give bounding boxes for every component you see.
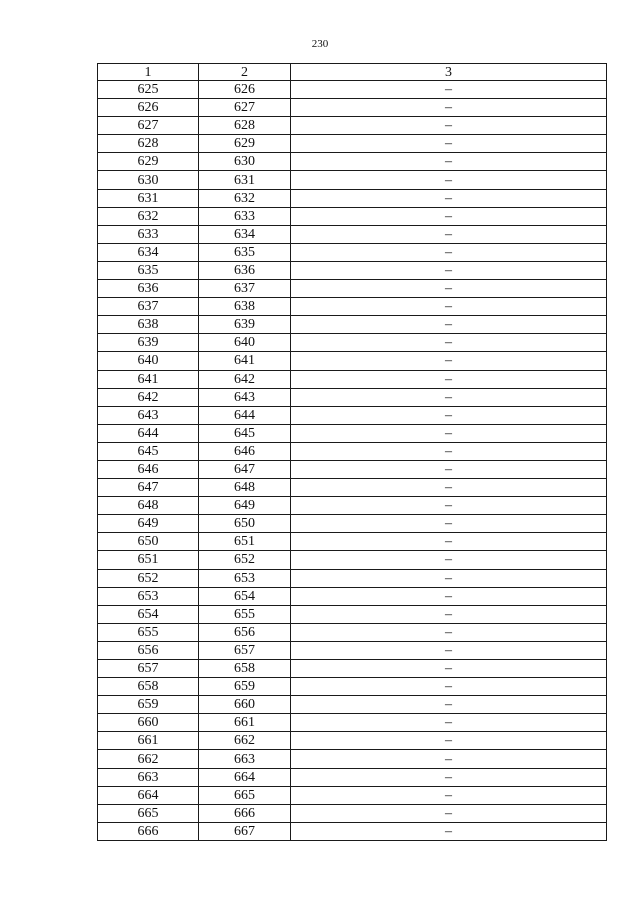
table-cell-col-3: – xyxy=(291,623,607,641)
table-cell-col-1: 634 xyxy=(98,243,199,261)
table-cell-col-3: – xyxy=(291,135,607,153)
table-cell-col-1: 639 xyxy=(98,334,199,352)
table-cell-col-2: 643 xyxy=(199,388,291,406)
table-cell-col-2: 637 xyxy=(199,280,291,298)
table-cell-col-2: 663 xyxy=(199,750,291,768)
table-cell-col-1: 653 xyxy=(98,587,199,605)
table-cell-col-1: 647 xyxy=(98,479,199,497)
table-cell-col-3: – xyxy=(291,243,607,261)
table-cell-col-3: – xyxy=(291,804,607,822)
table-row xyxy=(98,117,607,135)
table-cell-col-3: – xyxy=(291,822,607,840)
table-cell-col-3: – xyxy=(291,641,607,659)
table-cell-col-3: – xyxy=(291,225,607,243)
table-cell-col-2: 633 xyxy=(199,207,291,225)
table-cell-col-3: – xyxy=(291,298,607,316)
table-row xyxy=(98,424,607,442)
table-cell-col-1: 625 xyxy=(98,81,199,99)
table-cell-col-3: – xyxy=(291,280,607,298)
table-row xyxy=(98,261,607,279)
table-cell-col-2: 629 xyxy=(199,135,291,153)
table-row xyxy=(98,605,607,623)
table-cell-col-3: – xyxy=(291,261,607,279)
table-row xyxy=(98,515,607,533)
table-row xyxy=(98,189,607,207)
table-cell-col-1: 638 xyxy=(98,316,199,334)
table-cell-col-2: 628 xyxy=(199,117,291,135)
table-cell-col-3: – xyxy=(291,786,607,804)
table-row xyxy=(98,388,607,406)
table-row xyxy=(98,352,607,370)
table-cell-col-2: 631 xyxy=(199,171,291,189)
table-row xyxy=(98,660,607,678)
table-row xyxy=(98,641,607,659)
table-cell-col-1: 662 xyxy=(98,750,199,768)
column-header-3: 3 xyxy=(291,64,607,81)
table-row xyxy=(98,316,607,334)
table-cell-col-1: 641 xyxy=(98,370,199,388)
table-cell-col-1: 637 xyxy=(98,298,199,316)
table-cell-col-3: – xyxy=(291,388,607,406)
table-cell-col-3: – xyxy=(291,117,607,135)
table-row xyxy=(98,334,607,352)
table-cell-col-1: 664 xyxy=(98,786,199,804)
table-cell-col-2: 644 xyxy=(199,406,291,424)
table-cell-col-3: – xyxy=(291,678,607,696)
table-cell-col-2: 634 xyxy=(199,225,291,243)
table-cell-col-2: 661 xyxy=(199,714,291,732)
table-cell-col-1: 656 xyxy=(98,641,199,659)
table-cell-col-1: 650 xyxy=(98,533,199,551)
table-cell-col-1: 626 xyxy=(98,99,199,117)
table-cell-col-3: – xyxy=(291,406,607,424)
table-cell-col-1: 627 xyxy=(98,117,199,135)
table-row xyxy=(98,714,607,732)
table-cell-col-3: – xyxy=(291,479,607,497)
table-cell-col-2: 655 xyxy=(199,605,291,623)
table-cell-col-2: 649 xyxy=(199,497,291,515)
table-cell-col-1: 661 xyxy=(98,732,199,750)
table-cell-col-1: 628 xyxy=(98,135,199,153)
header-row xyxy=(98,64,607,81)
table-cell-col-2: 664 xyxy=(199,768,291,786)
table-cell-col-1: 644 xyxy=(98,424,199,442)
table-cell-col-1: 630 xyxy=(98,171,199,189)
table-cell-col-3: – xyxy=(291,587,607,605)
table-cell-col-1: 636 xyxy=(98,280,199,298)
table-cell-col-3: – xyxy=(291,768,607,786)
table-row xyxy=(98,786,607,804)
table-cell-col-2: 665 xyxy=(199,786,291,804)
table-cell-col-2: 645 xyxy=(199,424,291,442)
table-cell-col-3: – xyxy=(291,316,607,334)
table-cell-col-2: 648 xyxy=(199,479,291,497)
table-cell-col-3: – xyxy=(291,207,607,225)
table-cell-col-2: 657 xyxy=(199,641,291,659)
table-row xyxy=(98,99,607,117)
table-body xyxy=(98,81,607,841)
table-row xyxy=(98,569,607,587)
table-cell-col-1: 658 xyxy=(98,678,199,696)
table-cell-col-3: – xyxy=(291,551,607,569)
table-cell-col-2: 646 xyxy=(199,442,291,460)
table-cell-col-3: – xyxy=(291,189,607,207)
table-row xyxy=(98,479,607,497)
table-cell-col-1: 663 xyxy=(98,768,199,786)
table-row xyxy=(98,551,607,569)
table-cell-col-1: 629 xyxy=(98,153,199,171)
table-cell-col-3: – xyxy=(291,171,607,189)
table-cell-col-2: 658 xyxy=(199,660,291,678)
table-cell-col-1: 635 xyxy=(98,261,199,279)
table-row xyxy=(98,370,607,388)
table-cell-col-2: 632 xyxy=(199,189,291,207)
table-cell-col-3: – xyxy=(291,569,607,587)
table-cell-col-1: 665 xyxy=(98,804,199,822)
table-header xyxy=(98,64,607,81)
table-cell-col-1: 655 xyxy=(98,623,199,641)
table-cell-col-3: – xyxy=(291,153,607,171)
table-cell-col-2: 662 xyxy=(199,732,291,750)
page-number: 230 xyxy=(311,38,329,50)
table-cell-col-3: – xyxy=(291,750,607,768)
table-cell-col-3: – xyxy=(291,81,607,99)
table-row xyxy=(98,822,607,840)
table-cell-col-1: 652 xyxy=(98,569,199,587)
table-cell-col-2: 652 xyxy=(199,551,291,569)
table-cell-col-3: – xyxy=(291,714,607,732)
table-row xyxy=(98,207,607,225)
table-cell-col-1: 633 xyxy=(98,225,199,243)
table-row xyxy=(98,153,607,171)
table-row xyxy=(98,225,607,243)
table-cell-col-3: – xyxy=(291,442,607,460)
table-cell-col-2: 635 xyxy=(199,243,291,261)
table-row xyxy=(98,442,607,460)
table-cell-col-1: 651 xyxy=(98,551,199,569)
table-cell-col-1: 659 xyxy=(98,696,199,714)
table-cell-col-2: 639 xyxy=(199,316,291,334)
table-cell-col-1: 666 xyxy=(98,822,199,840)
table-cell-col-2: 641 xyxy=(199,352,291,370)
table-cell-col-2: 630 xyxy=(199,153,291,171)
table-cell-col-3: – xyxy=(291,424,607,442)
table-cell-col-1: 643 xyxy=(98,406,199,424)
table-cell-col-2: 650 xyxy=(199,515,291,533)
table-cell-col-3: – xyxy=(291,370,607,388)
table-cell-col-3: – xyxy=(291,660,607,678)
table-cell-col-2: 656 xyxy=(199,623,291,641)
table-cell-col-1: 642 xyxy=(98,388,199,406)
table-row xyxy=(98,623,607,641)
table-row xyxy=(98,768,607,786)
table-row xyxy=(98,587,607,605)
table-cell-col-2: 626 xyxy=(199,81,291,99)
table-cell-col-2: 667 xyxy=(199,822,291,840)
table-row xyxy=(98,280,607,298)
table-row xyxy=(98,804,607,822)
table-row xyxy=(98,678,607,696)
table-row xyxy=(98,533,607,551)
table-cell-col-2: 659 xyxy=(199,678,291,696)
table-row xyxy=(98,696,607,714)
table-cell-col-1: 649 xyxy=(98,515,199,533)
data-table xyxy=(97,63,607,841)
table-cell-col-2: 642 xyxy=(199,370,291,388)
table-cell-col-2: 660 xyxy=(199,696,291,714)
table-cell-col-3: – xyxy=(291,533,607,551)
table-cell-col-1: 660 xyxy=(98,714,199,732)
table-cell-col-3: – xyxy=(291,497,607,515)
table-cell-col-3: – xyxy=(291,99,607,117)
table-cell-col-1: 654 xyxy=(98,605,199,623)
table-cell-col-1: 631 xyxy=(98,189,199,207)
table-cell-col-2: 638 xyxy=(199,298,291,316)
table-cell-col-2: 647 xyxy=(199,460,291,478)
table-cell-col-3: – xyxy=(291,732,607,750)
table-cell-col-1: 648 xyxy=(98,497,199,515)
table-cell-col-3: – xyxy=(291,696,607,714)
table-row xyxy=(98,497,607,515)
table-cell-col-1: 640 xyxy=(98,352,199,370)
table-cell-col-2: 666 xyxy=(199,804,291,822)
table-row xyxy=(98,135,607,153)
table-cell-col-1: 645 xyxy=(98,442,199,460)
table-row xyxy=(98,750,607,768)
table-cell-col-1: 657 xyxy=(98,660,199,678)
table-cell-col-2: 654 xyxy=(199,587,291,605)
table-cell-col-3: – xyxy=(291,515,607,533)
table-cell-col-2: 627 xyxy=(199,99,291,117)
table-cell-col-1: 646 xyxy=(98,460,199,478)
column-header-2: 2 xyxy=(199,64,291,81)
table-row xyxy=(98,460,607,478)
table-row xyxy=(98,171,607,189)
table-cell-col-3: – xyxy=(291,334,607,352)
table-row xyxy=(98,243,607,261)
table-cell-col-1: 632 xyxy=(98,207,199,225)
table-cell-col-3: – xyxy=(291,460,607,478)
table-cell-col-2: 636 xyxy=(199,261,291,279)
table-cell-col-2: 651 xyxy=(199,533,291,551)
table-row xyxy=(98,732,607,750)
table-cell-col-3: – xyxy=(291,352,607,370)
table-row xyxy=(98,406,607,424)
table-row xyxy=(98,81,607,99)
table-cell-col-2: 640 xyxy=(199,334,291,352)
table-cell-col-2: 653 xyxy=(199,569,291,587)
table-row xyxy=(98,298,607,316)
table-cell-col-3: – xyxy=(291,605,607,623)
column-header-1: 1 xyxy=(98,64,199,81)
